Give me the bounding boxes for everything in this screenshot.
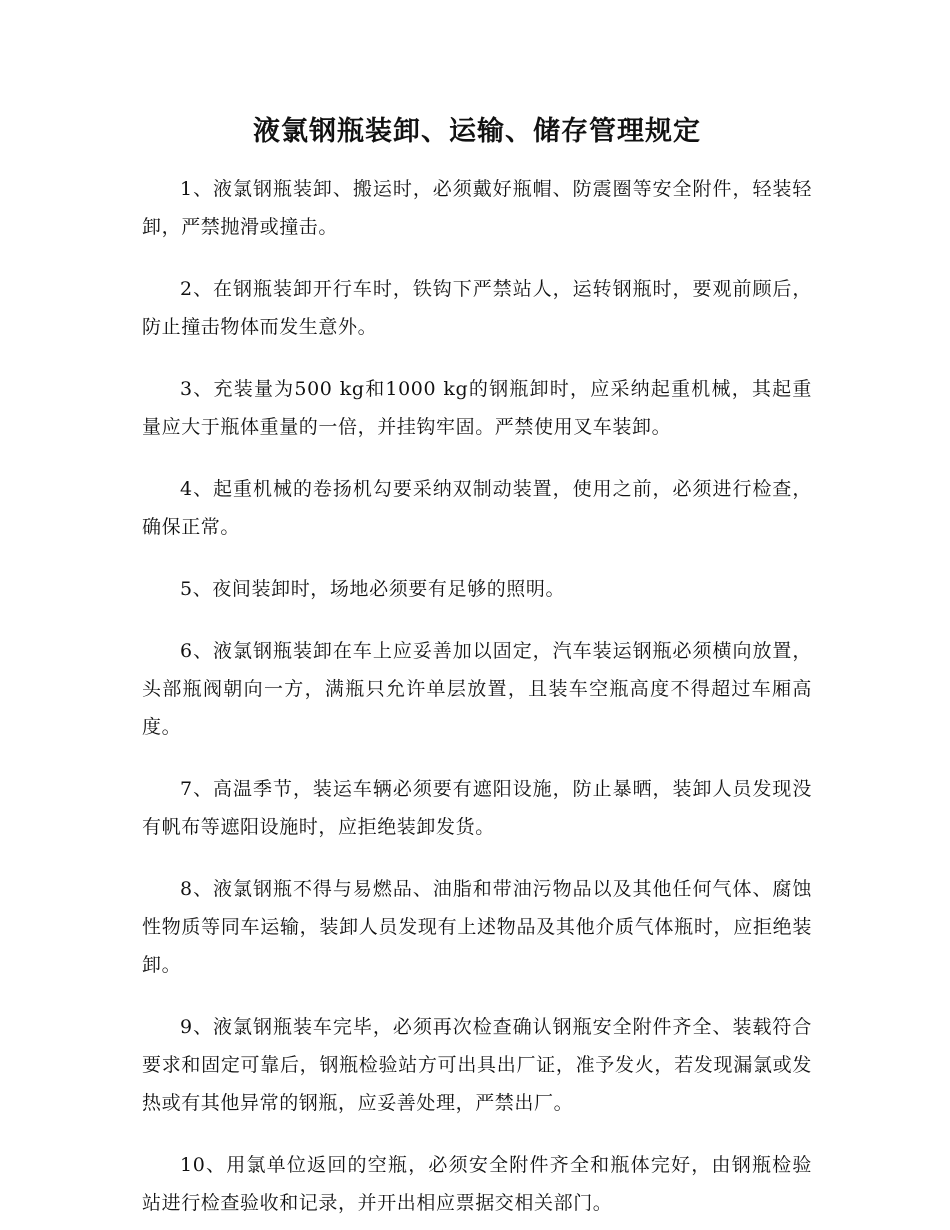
regulation-paragraph-8: 8、液氯钢瓶不得与易燃品、油脂和带油污物品以及其他任何气体、腐蚀性物质等同车运输，装卸人员发现有上述物品及其他介质气体瓶时，应拒绝装卸。 xyxy=(142,878,812,976)
regulation-paragraph-9: 9、液氯钢瓶装车完毕，必须再次检查确认钢瓶安全附件齐全、装载符合要求和固定可靠后，钢瓶检验站方可出具出厂证，准予发火，若发现漏氯或发热或有其他异常的钢瓶，应妥善处理，严禁出厂。 xyxy=(142,1016,812,1114)
regulation-paragraph-6: 6、液氯钢瓶装卸在车上应妥善加以固定，汽车装运钢瓶必须横向放置，头部瓶阀朝向一方，满瓶只允许单层放置，且装车空瓶高度不得超过车厢高度。 xyxy=(142,640,812,738)
regulation-paragraph-3: 3、充装量为500 kg和1000 kg的钢瓶卸时，应采纳起重机械，其起重量应大于瓶体重量的一倍，并挂钩牢固。严禁使用叉车装卸。 xyxy=(142,378,812,438)
regulation-paragraph-7: 7、高温季节，装运车辆必须要有遮阳设施，防止暴晒，装卸人员发现没有帆布等遮阳设施时，应拒绝装卸发货。 xyxy=(142,778,812,838)
regulation-paragraph-10: 10、用氯单位返回的空瓶，必须安全附件齐全和瓶体完好，由钢瓶检验站进行检查验收和记录，并开出相应票据交相关部门。 xyxy=(142,1154,812,1214)
document-title: 液氯钢瓶装卸、运输、储存管理规定 xyxy=(253,116,701,147)
regulation-paragraph-4: 4、起重机械的卷扬机勾要采纳双制动装置，使用之前，必须进行检查，确保正常。 xyxy=(142,478,812,538)
regulation-paragraph-1: 1、液氯钢瓶装卸、搬运时，必须戴好瓶帽、防震圈等安全附件，轻装轻卸，严禁抛滑或撞击。 xyxy=(142,178,812,238)
regulation-paragraph-5: 5、夜间装卸时，场地必须要有足够的照明。 xyxy=(180,578,566,600)
regulation-paragraph-2: 2、在钢瓶装卸开行车时，铁钩下严禁站人，运转钢瓶时，要观前顾后，防止撞击物体而发生意外。 xyxy=(142,278,812,338)
